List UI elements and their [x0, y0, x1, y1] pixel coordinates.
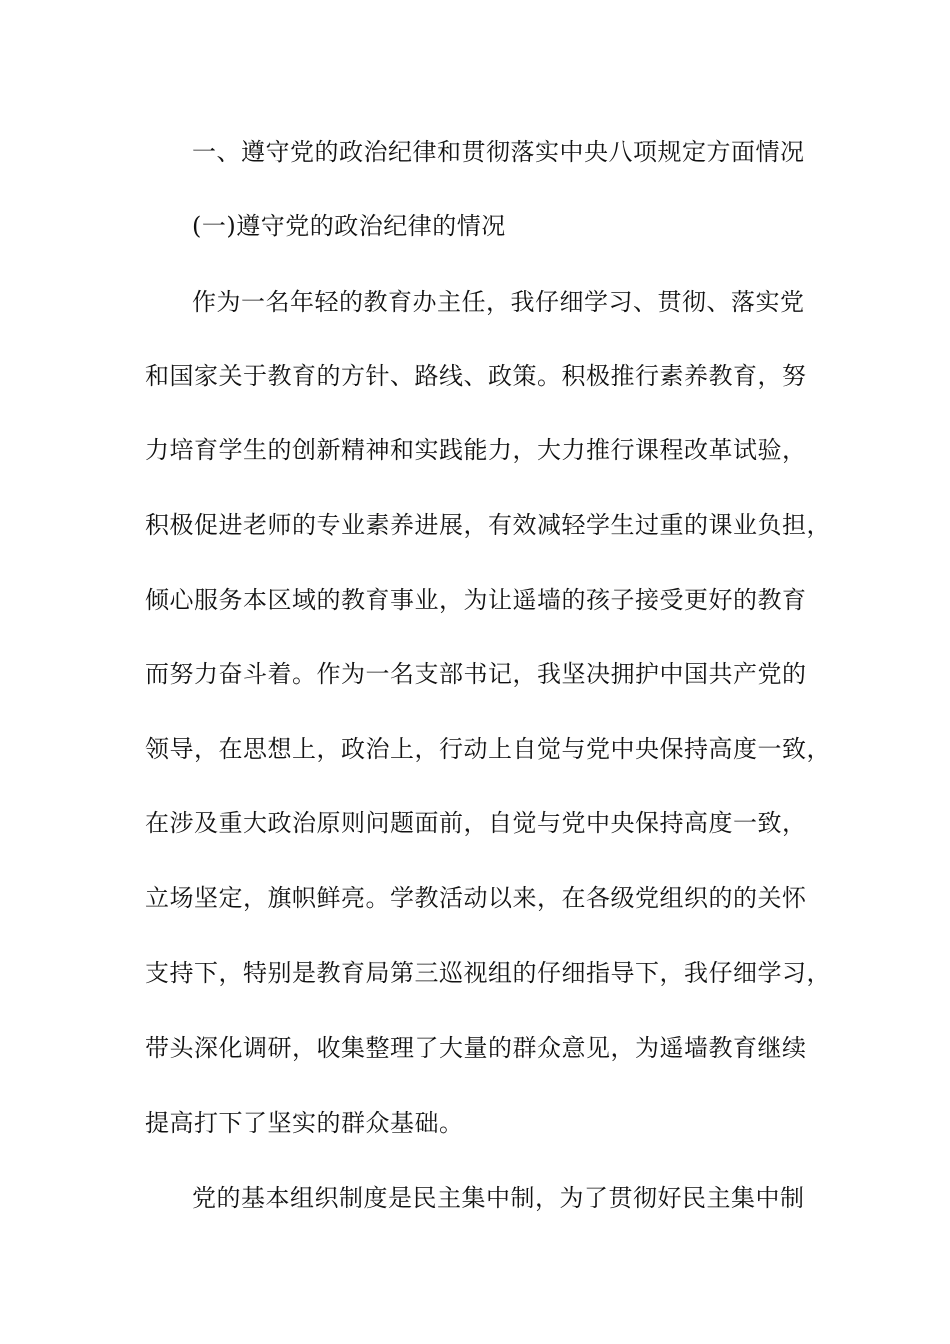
- paragraph-line: 提高打下了坚实的群众基础。: [145, 1109, 464, 1137]
- paragraph-line: 党的基本组织制度是民主集中制，为了贯彻好民主集中制: [192, 1184, 805, 1212]
- paragraph-line: 在涉及重大政治原则问题面前，自觉与党中央保持高度一致，: [145, 809, 807, 837]
- paragraph-line: 力培育学生的创新精神和实践能力，大力推行课程改革试验，: [145, 436, 807, 464]
- paragraph-line: 而努力奋斗着。作为一名支部书记，我坚决拥护中国共产党的: [145, 660, 807, 688]
- subsection-heading: (一)遵守党的政治纪律的情况: [192, 212, 506, 240]
- paragraph-line: 带头深化调研，收集整理了大量的群众意见，为遥墙教育继续: [145, 1034, 807, 1062]
- paragraph-line: 和国家关于教育的方针、路线、政策。积极推行素养教育，努: [145, 362, 807, 390]
- section-heading: 一、遵守党的政治纪律和贯彻落实中央八项规定方面情况: [192, 138, 805, 166]
- paragraph-line: 支持下，特别是教育局第三巡视组的仔细指导下，我仔细学习，: [145, 959, 831, 987]
- paragraph-line: 积极促进老师的专业素养进展，有效减轻学生过重的课业负担，: [145, 511, 831, 539]
- paragraph-line: 领导，在思想上，政治上，行动上自觉与党中央保持高度一致，: [145, 735, 831, 763]
- paragraph-line: 倾心服务本区域的教育事业，为让遥墙的孩子接受更好的教育: [145, 586, 807, 614]
- paragraph-line: 立场坚定，旗帜鲜亮。学教活动以来，在各级党组织的的关怀: [145, 884, 807, 912]
- paragraph-line: 作为一名年轻的教育办主任，我仔细学习、贯彻、落实党: [192, 288, 805, 316]
